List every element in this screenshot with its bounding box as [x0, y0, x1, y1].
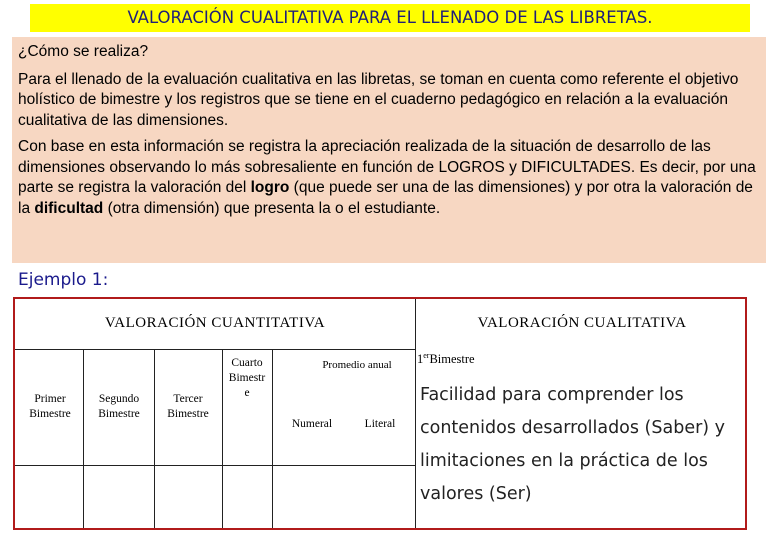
divider-col1: [83, 349, 84, 528]
col-numeral: Numeral: [291, 418, 333, 430]
evaluation-table: [13, 297, 747, 530]
divider-rows: [15, 465, 415, 466]
bimestre-word: Bimestre: [429, 352, 475, 367]
paragraph-2: [18, 137, 760, 219]
divider-col4: [272, 349, 273, 528]
col-primer-bimestre: Primer Bimestre: [29, 393, 71, 420]
dificultad-bold: dificultad: [34, 199, 104, 217]
divider-columns: [15, 349, 297, 350]
divider-cuali: [415, 299, 416, 528]
col-tercer-bimestre: Tercer Bimestre: [167, 393, 209, 420]
paragraph-2-text-b: (que puede ser una de las dimensiones) y por otra la valoración de la: [18, 179, 753, 217]
example-heading: Ejemplo 1:: [18, 270, 109, 290]
col-literal: Literal: [364, 418, 396, 430]
paragraph-2-text-c: (otra dimensión) que presenta la o el estudiante.: [103, 199, 441, 217]
question-heading: ¿Cómo se realiza?: [18, 43, 149, 60]
bimestre-sup: er: [423, 351, 430, 360]
divider-col3: [222, 349, 223, 528]
divider-col2: [154, 349, 155, 528]
page-title: VALORACIÓN CUALITATIVA PARA EL LLENADO DE LAS LIBRETAS.: [30, 4, 750, 32]
explanation-box: [12, 37, 766, 263]
logro-bold: logro: [250, 179, 290, 196]
bimestre-num: 1: [417, 352, 424, 367]
header-cualitativa: VALORACIÓN CUALITATIVA: [477, 315, 687, 331]
divider-promedio: [297, 349, 415, 350]
col-cuarto-bimestre: Cuarto Bimestr e: [228, 357, 266, 399]
paragraph-2-text-a: Con base en esta información se registra la apreciación realizada de la situación de desarrollo de las dimensiones observando lo más sobresaliente en función de LOGROS y DIFICULTADES. Es decir, por una parte se registra la valoración del: [18, 138, 756, 196]
header-cuantitativa: VALORACIÓN CUANTITATIVA: [104, 315, 326, 331]
cualitativa-description: Facilidad para comprender los contenidos desarrollados (Saber) y limitaciones en la práctica de los valores (Ser): [420, 385, 726, 504]
col-segundo-bimestre: Segundo Bimestre: [98, 393, 140, 420]
paragraph-1: Para el llenado de la evaluación cualitativa en las libretas, se toman en cuenta como referente el objetivo holístico de bimestre y los registros que se tiene en el cuaderno pedagógico en relación a la evaluación cualitativa de las dimensiones.: [18, 70, 739, 129]
promedio-anual-label: Promedio anual: [322, 359, 392, 371]
bimestre-label: [417, 351, 507, 367]
